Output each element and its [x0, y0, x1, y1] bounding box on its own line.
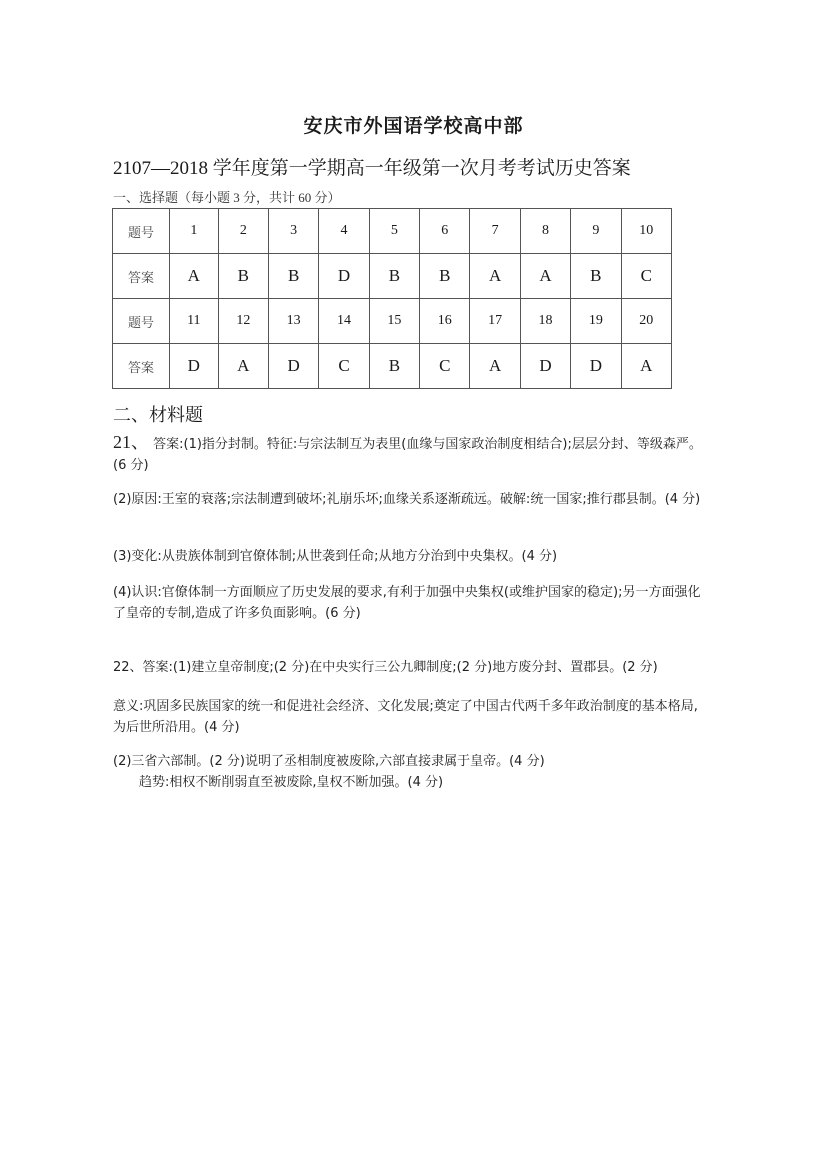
answer-cell: D — [520, 344, 570, 389]
q21-number: 21、 — [113, 432, 149, 452]
question-number-cell: 10 — [621, 209, 671, 254]
q22-part1: 22、答案:(1)建立皇帝制度;(2 分)在中央实行三公九卿制度;(2 分)地方废分封、置郡县。(2 分) — [113, 660, 658, 675]
answer-cell: B — [369, 344, 419, 389]
answer-cell: B — [571, 254, 621, 299]
question-number-cell: 1 — [170, 209, 219, 254]
answer-cell: C — [319, 344, 369, 389]
question-number-cell: 8 — [520, 209, 570, 254]
answer-cell: D — [319, 254, 369, 299]
answer-cell: C — [621, 254, 671, 299]
question-number-cell: 19 — [571, 299, 621, 344]
answer-cell: A — [520, 254, 570, 299]
question-number-cell: 11 — [170, 299, 219, 344]
question-number-cell: 13 — [269, 299, 319, 344]
answer-cell: A — [170, 254, 219, 299]
question-number-cell: 20 — [621, 299, 671, 344]
answer-table — [112, 208, 672, 389]
section-2-heading: 二、材料题 — [113, 405, 203, 425]
q22-part3: (2)三省六部制。(2 分)说明了丞相制度被废除,六部直接隶属于皇帝。(4 分) — [113, 754, 545, 769]
answer-cell: D — [571, 344, 621, 389]
document-title: 安庆市外国语学校高中部 — [303, 115, 524, 137]
q21-part2: (2)原因:王室的衰落;宗法制遭到破坏;礼崩乐坏;血缘关系逐渐疏远。破解:统一国家;推行郡县制。(4 分) — [113, 492, 701, 507]
question-number-cell: 15 — [369, 299, 419, 344]
answer-cell: D — [269, 344, 319, 389]
q21-part1-text: 答案:(1)指分封制。特征:与宗法制互为表里(血缘与国家政治制度相结合);层层分封、等级森严。(6 分) — [113, 437, 702, 473]
question-number-cell: 18 — [520, 299, 570, 344]
question-number-cell: 6 — [420, 209, 470, 254]
answer-cell: D — [170, 344, 219, 389]
q22-part2: 意义:巩固多民族国家的统一和促进社会经济、文化发展;奠定了中国古代两千多年政治制度的基本格局,为后世所沿用。(4 分) — [113, 699, 698, 735]
question-number-cell: 16 — [420, 299, 470, 344]
answer-cell: C — [420, 344, 470, 389]
answer-cell: A — [470, 344, 520, 389]
question-number-cell: 3 — [269, 209, 319, 254]
answer-row — [113, 344, 672, 389]
row-label-answer: 答案 — [113, 254, 170, 299]
number-row — [113, 209, 672, 254]
answer-row — [113, 254, 672, 299]
q21-part4: (4)认识:官僚体制一方面顺应了历史发展的要求,有利于加强中央集权(或维护国家的稳定);另一方面强化了皇帝的专制,造成了许多负面影响。(6 分) — [113, 585, 701, 621]
answer-cell: B — [218, 254, 268, 299]
row-label-answer: 答案 — [113, 344, 170, 389]
section-1-heading: 一、选择题（每小题 3 分，共计 60 分） — [113, 190, 341, 205]
answer-cell: A — [621, 344, 671, 389]
answer-cell: B — [269, 254, 319, 299]
q22-part4: 趋势:相权不断削弱直至被废除,皇权不断加强。(4 分) — [139, 775, 444, 790]
question-number-cell: 12 — [218, 299, 268, 344]
question-number-cell: 9 — [571, 209, 621, 254]
question-number-cell: 4 — [319, 209, 369, 254]
q21-part1 — [113, 432, 705, 476]
row-label-number: 题号 — [113, 299, 170, 344]
question-number-cell: 14 — [319, 299, 369, 344]
row-label-number: 题号 — [113, 209, 170, 254]
answer-cell: A — [470, 254, 520, 299]
number-row — [113, 299, 672, 344]
q21-part3: (3)变化:从贵族体制到官僚体制;从世袭到任命;从地方分治到中央集权。(4 分) — [113, 549, 558, 564]
document-subtitle: 2107—2018 学年度第一学期高一年级第一次月考考试历史答案 — [113, 158, 631, 179]
question-number-cell: 17 — [470, 299, 520, 344]
question-number-cell: 7 — [470, 209, 520, 254]
answer-cell: B — [369, 254, 419, 299]
question-number-cell: 2 — [218, 209, 268, 254]
answer-cell: B — [420, 254, 470, 299]
question-number-cell: 5 — [369, 209, 419, 254]
answer-cell: A — [218, 344, 268, 389]
